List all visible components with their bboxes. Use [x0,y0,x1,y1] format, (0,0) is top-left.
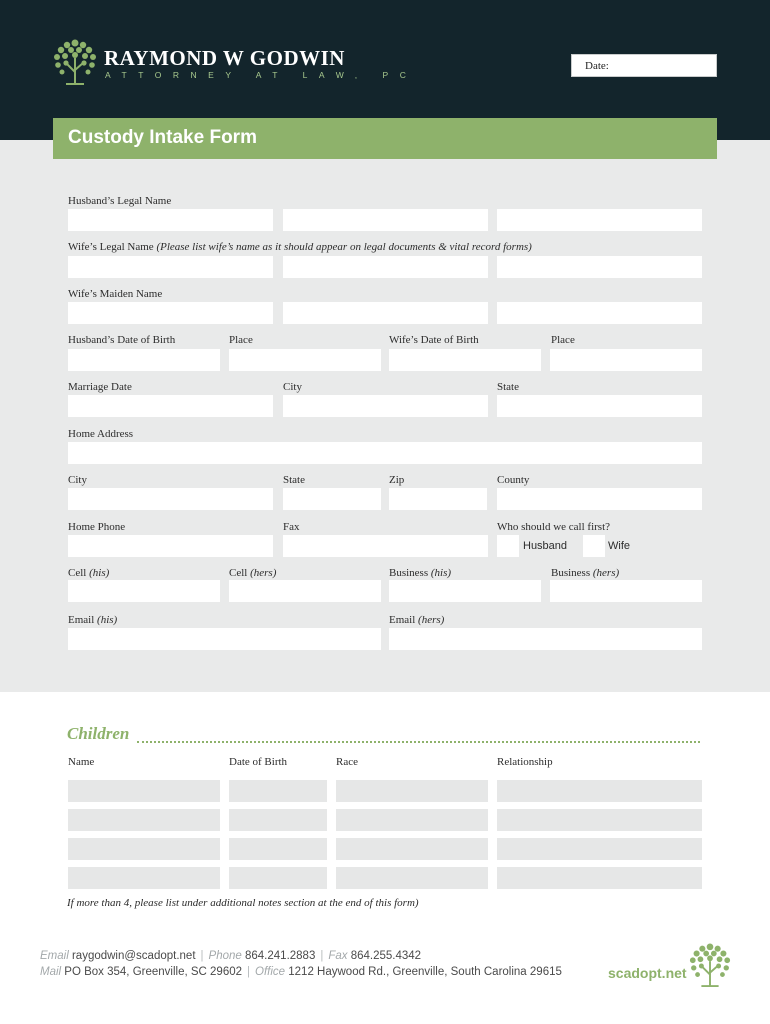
wife-dob-label: Wife’s Date of Birth [389,334,479,346]
cell-his-label [68,567,109,580]
child-dob-header: Date of Birth [229,756,288,768]
footer-email-label: Email [40,950,69,962]
cell-his-qualifier: (his) [89,567,110,579]
county-label: County [497,474,530,486]
business-his-field[interactable] [389,580,541,602]
child-race-field[interactable] [336,780,488,802]
email-his-field[interactable] [68,628,381,650]
cell-hers-field[interactable] [229,580,381,602]
footer-fax-label: Fax [328,950,348,962]
cell-hers-label [229,567,276,580]
child-relationship-field[interactable] [497,838,702,860]
wife-place-label: Place [551,334,575,346]
husband-checkbox-label: Husband [523,540,568,552]
wife-place-field[interactable] [550,349,702,371]
county-field[interactable] [497,488,702,510]
wife-maiden-name-label: Wife’s Maiden Name [68,288,163,300]
husband-dob-label: Husband’s Date of Birth [68,334,176,346]
city-field[interactable] [68,488,273,510]
footer-office: 1212 Haywood Rd., Greenville, South Carolina 29615 [288,966,562,978]
child-name-field[interactable] [68,867,220,889]
fax-field[interactable] [283,535,488,557]
business-his-label [389,567,451,580]
footer-separator: | [247,966,251,978]
cell-his-field[interactable] [68,580,220,602]
child-dob-field[interactable] [229,809,327,831]
date-label: Date: [585,60,609,72]
children-heading: Children [67,724,130,743]
footer-website[interactable]: scadopt.net [608,965,687,981]
cell-hers-qualifier: (hers) [250,567,277,579]
footer-separator: | [200,950,204,962]
footer-email[interactable]: raygodwin@scadopt.net [71,950,196,962]
footer-fax: 864.255.4342 [350,950,422,962]
tree-logo-icon [52,38,98,86]
marriage-state-label: State [497,381,519,393]
home-phone-field[interactable] [68,535,273,557]
home-address-label: Home Address [68,428,134,440]
footer-separator: | [320,950,324,962]
zip-field[interactable] [389,488,487,510]
email-his-qualifier: (his) [97,614,118,626]
date-field[interactable] [571,54,717,77]
footer-contact-line-2 [40,966,562,978]
child-relationship-field[interactable] [497,780,702,802]
children-note: If more than 4, please list under additional notes section at the end of this form) [67,897,419,909]
child-name-field[interactable] [68,838,220,860]
husband-place-field[interactable] [229,349,381,371]
wife-legal-name-label [68,241,532,254]
marriage-city-field[interactable] [283,395,488,417]
child-name-field[interactable] [68,780,220,802]
footer-mail-label: Mail [40,966,62,978]
email-his-text: Email [68,614,95,626]
footer-contact-line-1 [40,950,421,962]
child-relationship-field[interactable] [497,867,702,889]
wife-first-name-field[interactable] [68,256,273,278]
husband-first-name-field[interactable] [68,209,273,231]
child-dob-field[interactable] [229,780,327,802]
child-dob-field[interactable] [229,838,327,860]
business-hers-qualifier: (hers) [592,567,620,579]
maiden-middle-name-field[interactable] [283,302,488,324]
child-relationship-header: Relationship [497,756,553,768]
email-hers-label [389,614,444,627]
business-his-text: Business [389,567,429,579]
cell-hers-text: Cell [229,567,248,579]
footer-tree-logo-icon [688,942,732,988]
wife-last-name-field[interactable] [497,256,702,278]
child-name-header: Name [68,756,95,768]
footer-phone: 864.241.2883 [245,950,316,962]
footer-phone-label: Phone [208,950,242,962]
footer-office-label: Office [255,966,286,978]
wife-legal-name-note: (Please list wife’s name as it should appear on legal documents & vital record forms) [156,241,532,253]
business-his-qualifier: (his) [430,567,452,579]
wife-legal-name-text: Wife’s Legal Name [68,241,154,253]
child-name-field[interactable] [68,809,220,831]
email-hers-qualifier: (hers) [418,614,445,626]
cell-his-text: Cell [68,567,87,579]
call-first-label: Who should we call first? [497,521,611,533]
city-label: City [68,474,87,486]
child-race-field[interactable] [336,867,488,889]
marriage-city-label: City [283,381,302,393]
fax-label: Fax [283,521,300,533]
child-dob-field[interactable] [229,867,327,889]
email-hers-field[interactable] [389,628,702,650]
husband-middle-name-field[interactable] [283,209,488,231]
footer-mail: PO Box 354, Greenville, SC 29602 [64,966,243,978]
husband-place-label: Place [229,334,253,346]
wife-dob-field[interactable] [389,349,541,371]
state-field[interactable] [283,488,381,510]
wife-checkbox[interactable] [583,535,605,557]
state-label: State [283,474,305,486]
home-phone-label: Home Phone [68,521,126,533]
title-bar [53,118,717,159]
marriage-state-field[interactable] [497,395,702,417]
child-race-field[interactable] [336,809,488,831]
maiden-first-name-field[interactable] [68,302,273,324]
husband-last-name-field[interactable] [497,209,702,231]
business-hers-label [551,567,619,580]
maiden-last-name-field[interactable] [497,302,702,324]
home-address-field[interactable] [68,442,702,464]
husband-dob-field[interactable] [68,349,220,371]
child-race-header: Race [336,756,358,768]
form-title: Custody Intake Form [68,127,257,148]
children-divider [137,741,700,743]
child-race-field[interactable] [336,838,488,860]
brand-name: RAYMOND W GODWIN [104,46,345,70]
husband-checkbox[interactable] [497,535,519,557]
child-relationship-field[interactable] [497,809,702,831]
marriage-date-label: Marriage Date [68,381,132,393]
business-hers-field[interactable] [550,580,702,602]
business-hers-text: Business [551,567,591,579]
brand-subtitle: ATTORNEY AT LAW, PC [105,70,418,80]
husband-legal-name-label: Husband’s Legal Name [68,195,172,207]
marriage-date-field[interactable] [68,395,273,417]
email-hers-text: Email [389,614,416,626]
wife-checkbox-label: Wife [608,540,630,552]
email-his-label [68,614,117,627]
wife-middle-name-field[interactable] [283,256,488,278]
zip-label: Zip [389,474,405,486]
